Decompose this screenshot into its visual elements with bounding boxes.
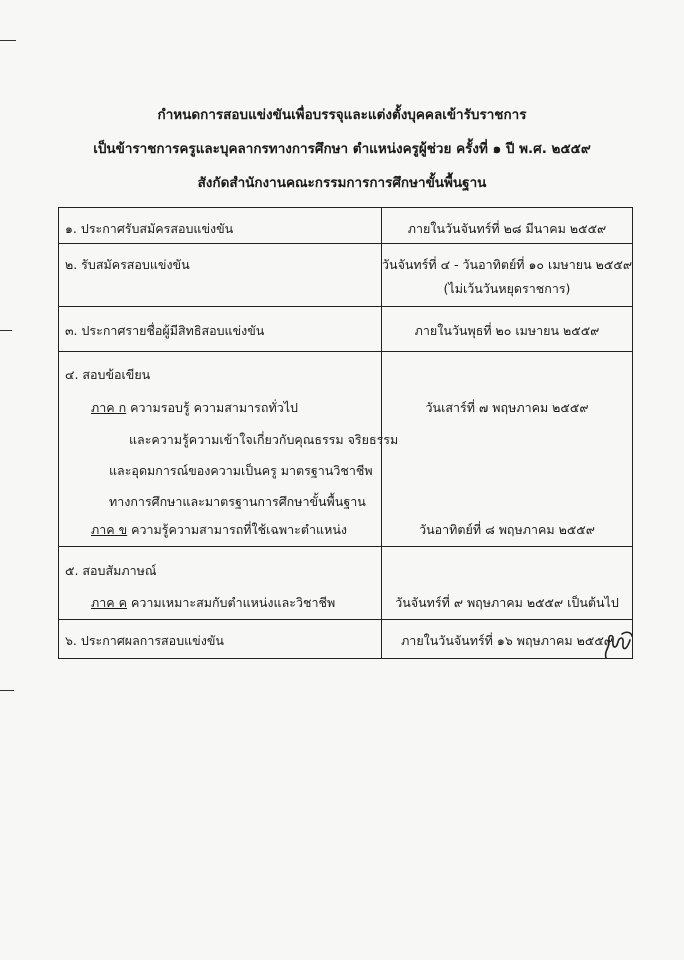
doc-title-line1: กำหนดการสอบแข่งขันเพื่อบรรจุและแต่งตั้งบุคคลเข้ารับราชการ <box>157 107 527 123</box>
item-cell <box>59 307 382 352</box>
date-text: ภายในวันจันทร์ที่ ๑๖ พฤษภาคม ๒๕๕๙ <box>401 633 613 648</box>
part-c-date: วันจันทร์ที่ ๙ พฤษภาคม ๒๕๕๙ เป็นต้นไป <box>395 595 619 610</box>
date-text: วันจันทร์ที่ ๔ - วันอาทิตย์ที่ ๑๐ เมษายน ๒๕๕๙ <box>382 257 632 272</box>
date-cell <box>382 208 633 244</box>
part-c-line <box>91 593 335 613</box>
table-row <box>59 208 633 244</box>
item-cell <box>59 208 382 244</box>
part-a-label: ภาค ก <box>91 400 127 415</box>
date-cell <box>382 547 633 620</box>
schedule-table <box>58 207 633 659</box>
scan-edge-mark <box>0 690 14 691</box>
item-label: ๒. รับสมัครสอบแข่งขัน <box>65 257 190 272</box>
date-cell <box>382 307 633 352</box>
part-a-line <box>91 398 298 418</box>
doc-title-line3: สังกัดสำนักงานคณะกรรมการการศึกษาขั้นพื้นฐาน <box>197 175 487 191</box>
date-cell <box>382 352 633 547</box>
part-b-date: วันอาทิตย์ที่ ๘ พฤษภาคม ๒๕๕๙ <box>419 522 595 537</box>
part-a-line4: ทางการศึกษาและมาตรฐานการศึกษาขั้นพื้นฐาน <box>109 494 366 509</box>
item-label: ๑. ประกาศรับสมัครสอบแข่งขัน <box>65 221 234 236</box>
initials-signature <box>600 628 636 664</box>
part-b-label: ภาค ข <box>91 522 128 537</box>
date-cell <box>382 244 633 307</box>
date-text: ภายในวันพุธที่ ๒๐ เมษายน ๒๕๕๙ <box>414 323 600 338</box>
item-label: ๓. ประกาศรายชื่อผู้มีสิทธิสอบแข่งขัน <box>65 323 265 338</box>
item-label: ๔. สอบข้อเขียน <box>65 367 151 382</box>
part-c-text: ความเหมาะสมกับตำแหน่งและวิชาชีพ <box>130 595 336 610</box>
item-cell <box>59 547 382 620</box>
item-cell <box>59 244 382 307</box>
part-b-line <box>91 520 347 540</box>
table-row <box>59 352 633 547</box>
item-cell <box>59 620 382 659</box>
item-cell <box>59 352 399 547</box>
doc-title-line2: เป็นข้าราชการครูและบุคลากรทางการศึกษา ตำแหน่งครูผู้ช่วย ครั้งที่ ๑ ปี พ.ศ. ๒๕๕๙ <box>93 141 591 157</box>
date-cell <box>382 620 633 659</box>
part-a-line2: และความรู้ความเข้าใจเกี่ยวกับคุณธรรม จริยธรรม <box>129 432 399 447</box>
date-note: (ไม่เว้นวันหยุดราชการ) <box>443 281 571 296</box>
part-b-text: ความรู้ความสามารถที่ใช้เฉพาะตำแหน่ง <box>131 522 347 537</box>
item-label: ๕. สอบสัมภาษณ์ <box>65 563 157 578</box>
scan-edge-mark <box>0 330 12 331</box>
date-text: ภายในวันจันทร์ที่ ๒๘ มีนาคม ๒๕๕๙ <box>407 221 607 236</box>
part-c-label: ภาค ค <box>91 595 127 610</box>
item-label: ๖. ประกาศผลการสอบแข่งขัน <box>65 633 224 648</box>
part-a-text: ความรอบรู้ ความสามารถทั่วไป <box>130 400 298 415</box>
scan-edge-mark <box>0 40 16 41</box>
table-row <box>59 244 633 307</box>
table-row <box>59 620 633 659</box>
part-a-line3: และอุดมการณ์ของความเป็นครู มาตรฐานวิชาชีพ <box>109 463 373 478</box>
table-row <box>59 547 633 620</box>
table-row <box>59 307 633 352</box>
part-a-date: วันเสาร์ที่ ๗ พฤษภาคม ๒๕๕๙ <box>425 400 589 415</box>
